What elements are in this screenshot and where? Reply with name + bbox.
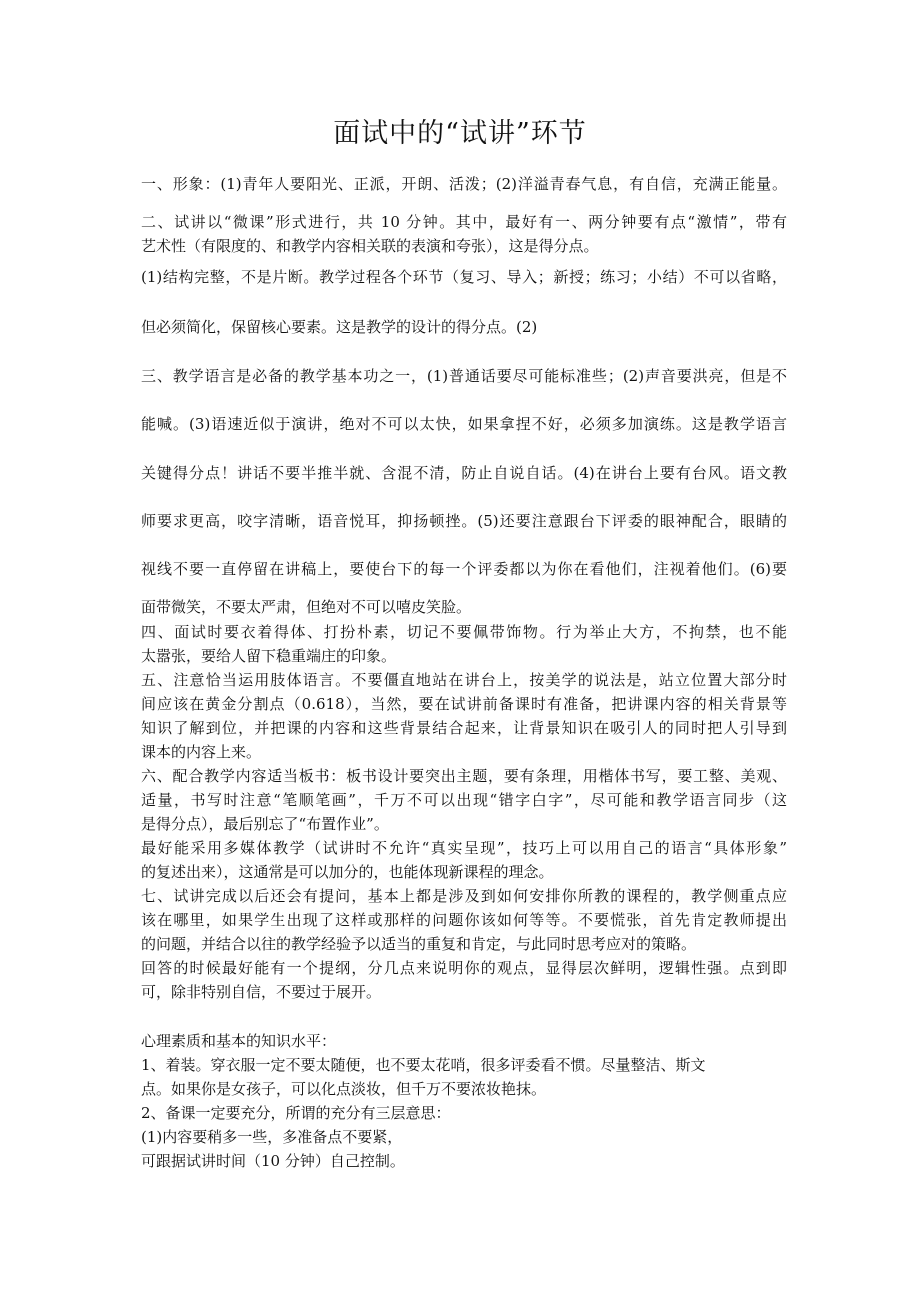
text-line: 面带微笑，不要太严肃，但绝对不可以嘻皮笑脸。 <box>141 598 472 616</box>
text-line: 可跟据试讲时间（10 分钟）自己控制。 <box>141 1152 405 1170</box>
text-line: 一、形象：(1)青年人要阳光、正派，开朗、活泼；(2)洋溢青春气息，有自信，充满正能量。 <box>141 175 787 193</box>
text-line: 该在哪里，如果学生出现了这样或那样的问题你该如何等等。不要慌张，首先肯定教师提出 <box>141 911 787 929</box>
text-line: 的复述出来），这通常是可以加分的，也能体现新课程的理念。 <box>141 863 554 881</box>
text-line: 七、试讲完成以后还会有提问，基本上都是涉及到如何安排你所教的课程的，教学侧重点应 <box>141 887 787 905</box>
text-line: 能喊。(3)语速近似于演讲，绝对不可以太快，如果拿捏不好，必须多加演练。这是教学语言 <box>141 415 787 433</box>
text-line: 是得分点），最后别忘了“布置作业”。 <box>141 815 389 833</box>
text-line: (1)内容要稍多一些，多准备点不要紧， <box>141 1128 403 1146</box>
text-line: 但必须简化，保留核心要素。这是教学的设计的得分点。(2) <box>141 318 538 336</box>
text-line: 师要求更高，咬字清晰，语音悦耳，抑扬顿挫。(5)还要注意跟台下评委的眼神配合，眼睛的 <box>141 512 787 530</box>
text-line: 三、教学语言是必备的教学基本功之一，(1)普通话要尽可能标准些；(2)声音要洪亮，但是不 <box>141 367 787 385</box>
text-line: 艺术性（有限度的、和教学内容相关联的表演和夸张），这是得分点。 <box>141 237 599 255</box>
document-title: 面试中的“试讲”环节 <box>333 118 587 149</box>
text-line: 最好能采用多媒体教学（试讲时不允许“真实呈现”，技巧上可以用自己的语言“具体形象” <box>141 839 787 857</box>
text-line: 的问题，并结合以往的教学经验予以适当的重复和肯定，与此同时思考应对的策略。 <box>141 935 697 953</box>
text-line: 知识了解到位，并把课的内容和这些背景结合起来，让背景知识在吸引人的同时把人引导到 <box>141 719 787 737</box>
text-line: (1)结构完整，不是片断。教学过程各个环节（复习、导入；新授；练习；小结）不可以省略， <box>141 268 787 286</box>
text-line: 间应该在黄金分割点（0.618），当然，要在试讲前备课时有准备，把讲课内容的相关背景等 <box>141 695 787 713</box>
text-line: 1、着装。穿衣服一定不要太随便，也不要太花哨，很多评委看不惯。尽量整洁、斯文 <box>141 1056 706 1074</box>
text-line: 课本的内容上来。 <box>141 743 262 761</box>
text-line: 六、配合教学内容适当板书：板书设计要突出主题，要有条理，用楷体书写，要工整、美观、 <box>141 767 787 785</box>
text-line: 五、注意恰当运用肢体语言。不要僵直地站在讲台上，按美学的说法是，站立位置大部分时 <box>141 671 787 689</box>
text-line: 回答的时候最好能有一个提纲，分几点来说明你的观点，显得层次鲜明，逻辑性强。点到即 <box>141 959 787 977</box>
text-line: 2、备课一定要充分，所谓的充分有三层意思： <box>141 1104 451 1122</box>
text-line: 四、面试时要衣着得体、打扮朴素，切记不要佩带饰物。行为举止大方，不拘禁，也不能 <box>141 623 787 641</box>
text-line: 可，除非特别自信，不要过于展开。 <box>141 983 382 1001</box>
text-line: 适量，书写时注意“笔顺笔画”，千万不可以出现“错字白字”，尽可能和教学语言同步（这 <box>141 791 787 809</box>
text-line: 心理素质和基本的知识水平： <box>141 1032 337 1050</box>
text-line: 关键得分点！讲话不要半推半就、含混不清，防止自说自话。(4)在讲台上要有台风。语文教 <box>141 464 787 482</box>
text-line: 二、试讲以“微课”形式进行，共 10 分钟。其中，最好有一、两分钟要有点“激情”，带有 <box>141 213 787 231</box>
text-line: 太嚣张，要给人留下稳重端庄的印象。 <box>141 647 397 665</box>
text-line: 点。如果你是女孩子，可以化点淡妆，但千万不要浓妆艳抹。 <box>141 1080 547 1098</box>
text-line: 视线不要一直停留在讲稿上，要使台下的每一个评委都以为你在看他们，注视着他们。(6)要 <box>141 560 787 578</box>
